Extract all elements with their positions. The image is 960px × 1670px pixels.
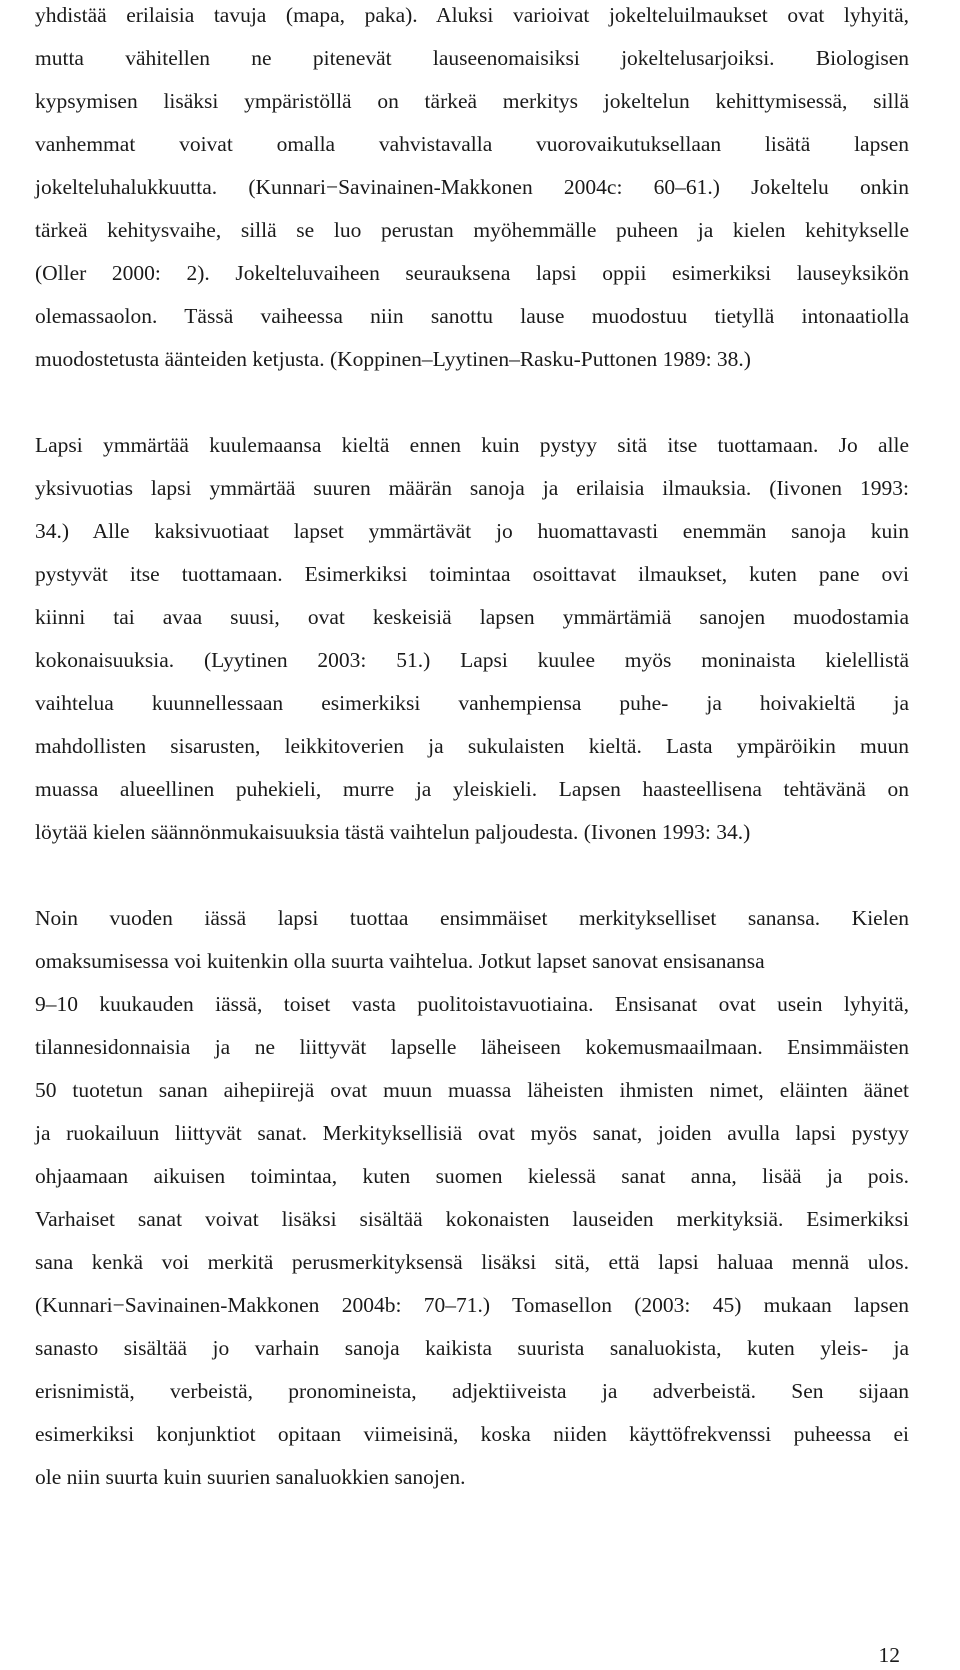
text-line: olemassaolon. Tässä vaiheessa niin sanottu lause muodostuu tietyllä intonaatiolla <box>35 304 909 328</box>
text-line: mutta vähitellen ne pitenevät lauseenomaisiksi jokeltelusarjoiksi. Biologisen <box>35 46 909 70</box>
text-line: kypsymisen lisäksi ympäristöllä on tärkeä merkitys jokeltelun kehittymisessä, sillä <box>35 89 909 113</box>
text-line: 50 tuotetun sanan aihepiirejä ovat muun muassa läheisten ihmisten nimet, eläinten äänet <box>35 1078 909 1102</box>
text-line: mahdollisten sisarusten, leikkitoverien ja sukulaisten kieltä. Lasta ympäröikin muun <box>35 734 909 758</box>
text-line: ohjaamaan aikuisen toimintaa, kuten suomen kielessä sanat anna, lisää ja pois. <box>35 1164 909 1188</box>
text-line: löytää kielen säännönmukaisuuksia tästä vaihtelun paljoudesta. (Iivonen 1993: 34.) <box>35 820 751 844</box>
text-line: 34.) Alle kaksivuotiaat lapset ymmärtävät jo huomattavasti enemmän sanoja kuin <box>35 519 909 543</box>
text-line: Noin vuoden iässä lapsi tuottaa ensimmäiset merkitykselliset sanansa. Kielen <box>35 906 909 930</box>
text-line: muassa alueellinen puhekieli, murre ja yleiskieli. Lapsen haasteellisena tehtävänä on <box>35 777 909 801</box>
text-line: 9–10 kuukauden iässä, toiset vasta puolitoistavuotiaina. Ensisanat ovat usein lyhyitä, <box>35 992 909 1016</box>
text-line: pystyvät itse tuottamaan. Esimerkiksi toimintaa osoittavat ilmaukset, kuten pane ovi <box>35 562 909 586</box>
text-line: erisnimistä, verbeistä, pronomineista, adjektiiveista ja adverbeistä. Sen sijaan <box>35 1379 909 1403</box>
text-line: yhdistää erilaisia tavuja (mapa, paka). Aluksi varioivat jokelteluilmaukset ovat lyhyitä, <box>35 3 909 27</box>
text-line: vaihtelua kuunnellessaan esimerkiksi vanhempiensa puhe- ja hoivakieltä ja <box>35 691 909 715</box>
text-line: jokelteluhalukkuutta. (Kunnari−Savinainen-Makkonen 2004c: 60–61.) Jokeltelu onkin <box>35 175 909 199</box>
text-line: yksivuotias lapsi ymmärtää suuren määrän sanoja ja erilaisia ilmauksia. (Iivonen 1993: <box>35 476 909 500</box>
text-line: Varhaiset sanat voivat lisäksi sisältää kokonaisten lauseiden merkityksiä. Esimerkiksi <box>35 1207 909 1231</box>
text-line: Lapsi ymmärtää kuulemaansa kieltä ennen kuin pystyy sitä itse tuottamaan. Jo alle <box>35 433 909 457</box>
text-line: (Kunnari−Savinainen-Makkonen 2004b: 70–71.) Tomasellon (2003: 45) mukaan lapsen <box>35 1293 909 1317</box>
text-line: vanhemmat voivat omalla vahvistavalla vuorovaikutuksellaan lisätä lapsen <box>35 132 909 156</box>
text-line: ja ruokailuun liittyvät sanat. Merkityksellisiä ovat myös sanat, joiden avulla lapsi pystyy <box>35 1121 909 1145</box>
text-line: omaksumisessa voi kuitenkin olla suurta vaihtelua. Jotkut lapset sanovat ensisanansa <box>35 949 765 973</box>
text-line: kokonaisuuksia. (Lyytinen 2003: 51.) Lapsi kuulee myös moninaista kielellistä <box>35 648 909 672</box>
text-line: tilannesidonnaisia ja ne liittyvät lapselle läheiseen kokemusmaailmaan. Ensimmäisten <box>35 1035 909 1059</box>
page-number: 12 <box>878 1643 900 1667</box>
text-line: (Oller 2000: 2). Jokelteluvaiheen seurauksena lapsi oppii esimerkiksi lauseyksikön <box>35 261 909 285</box>
text-line: esimerkiksi konjunktiot opitaan viimeisinä, koska niiden käyttöfrekvenssi puheessa ei <box>35 1422 909 1446</box>
text-line: ole niin suurta kuin suurien sanaluokkien sanojen. <box>35 1465 466 1489</box>
text-line: kiinni tai avaa suusi, ovat keskeisiä lapsen ymmärtämiä sanojen muodostamia <box>35 605 909 629</box>
text-line: tärkeä kehitysvaihe, sillä se luo perustan myöhemmälle puheen ja kielen kehitykselle <box>35 218 909 242</box>
text-line: muodostetusta äänteiden ketjusta. (Koppinen–Lyytinen–Rasku-Puttonen 1989: 38.) <box>35 347 751 371</box>
text-line: sanasto sisältää jo varhain sanoja kaikista suurista sanaluokista, kuten yleis- ja <box>35 1336 909 1360</box>
text-line: sana kenkä voi merkitä perusmerkityksensä lisäksi sitä, että lapsi haluaa mennä ulos. <box>35 1250 909 1274</box>
